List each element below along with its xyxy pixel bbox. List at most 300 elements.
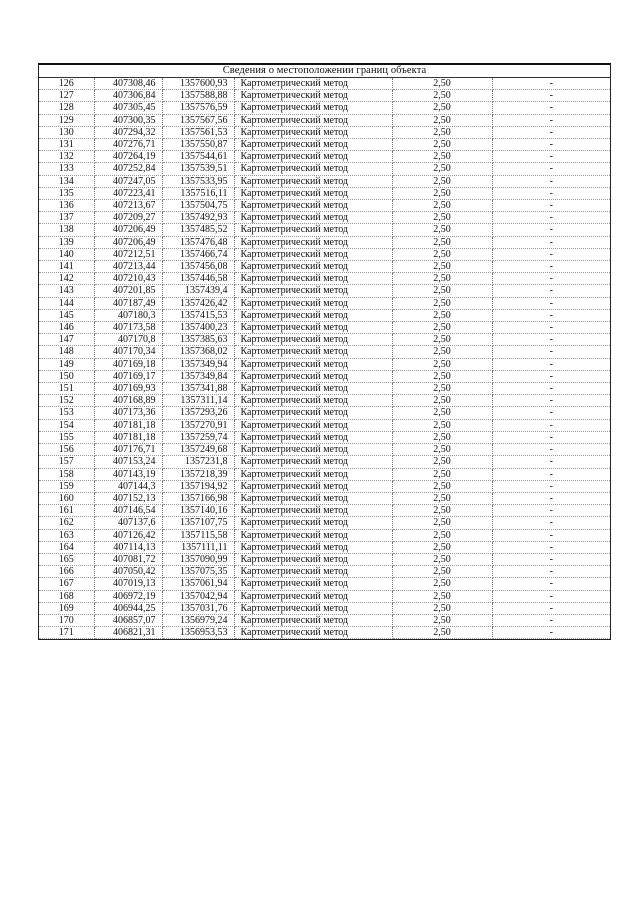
coord-y-cell: 1357476,48: [162, 236, 234, 248]
point-number-cell: 160: [39, 492, 94, 504]
coord-y-cell: 1357439,4: [162, 285, 234, 297]
coord-x-cell: 407081,72: [94, 553, 162, 565]
description-cell: -: [492, 480, 610, 492]
description-cell: -: [492, 175, 610, 187]
coord-y-cell: 1357107,75: [162, 517, 234, 529]
accuracy-cell: 2,50: [392, 468, 492, 480]
method-cell: Картометрический метод: [234, 444, 392, 456]
accuracy-cell: 2,50: [392, 285, 492, 297]
table-row: [39, 553, 610, 565]
coord-x-cell: 407300,35: [94, 114, 162, 126]
point-number-cell: 156: [39, 444, 94, 456]
coord-y-cell: 1357516,11: [162, 187, 234, 199]
accuracy-cell: 2,50: [392, 370, 492, 382]
description-cell: -: [492, 370, 610, 382]
coord-x-cell: 407169,18: [94, 358, 162, 370]
accuracy-cell: 2,50: [392, 200, 492, 212]
table-row: [39, 505, 610, 517]
description-cell: -: [492, 553, 610, 565]
point-number-cell: 132: [39, 151, 94, 163]
table-row: [39, 248, 610, 260]
accuracy-cell: 2,50: [392, 505, 492, 517]
method-cell: Картометрический метод: [234, 529, 392, 541]
method-cell: Картометрический метод: [234, 78, 392, 90]
coord-x-cell: 407181,18: [94, 419, 162, 431]
point-number-cell: 129: [39, 114, 94, 126]
coord-y-cell: 1357544,61: [162, 151, 234, 163]
accuracy-cell: 2,50: [392, 517, 492, 529]
point-number-cell: 166: [39, 566, 94, 578]
accuracy-cell: 2,50: [392, 297, 492, 309]
method-cell: Картометрический метод: [234, 602, 392, 614]
table-row: [39, 322, 610, 334]
accuracy-cell: 2,50: [392, 163, 492, 175]
coord-x-cell: 407173,58: [94, 322, 162, 334]
accuracy-cell: 2,50: [392, 114, 492, 126]
coord-y-cell: 1357090,99: [162, 553, 234, 565]
table-row: [39, 529, 610, 541]
accuracy-cell: 2,50: [392, 322, 492, 334]
accuracy-cell: 2,50: [392, 224, 492, 236]
method-cell: Картометрический метод: [234, 322, 392, 334]
description-cell: -: [492, 517, 610, 529]
point-number-cell: 170: [39, 614, 94, 626]
accuracy-cell: 2,50: [392, 383, 492, 395]
accuracy-cell: 2,50: [392, 566, 492, 578]
coord-y-cell: 1357270,91: [162, 419, 234, 431]
method-cell: Картометрический метод: [234, 431, 392, 443]
table-row: [39, 407, 610, 419]
coord-x-cell: 407305,45: [94, 102, 162, 114]
table-row: [39, 309, 610, 321]
description-cell: -: [492, 102, 610, 114]
table-row: [39, 602, 610, 614]
point-number-cell: 162: [39, 517, 94, 529]
table-row: [39, 492, 610, 504]
description-cell: -: [492, 224, 610, 236]
coord-y-cell: 1357385,63: [162, 334, 234, 346]
accuracy-cell: 2,50: [392, 590, 492, 602]
method-cell: Картометрический метод: [234, 334, 392, 346]
table-row: [39, 334, 610, 346]
table-row: [39, 151, 610, 163]
coord-y-cell: 1357368,02: [162, 346, 234, 358]
coord-x-cell: 407213,44: [94, 261, 162, 273]
coord-y-cell: 1357349,94: [162, 358, 234, 370]
point-number-cell: 136: [39, 200, 94, 212]
table-row: [39, 285, 610, 297]
coord-x-cell: 406821,31: [94, 627, 162, 639]
description-cell: -: [492, 407, 610, 419]
accuracy-cell: 2,50: [392, 602, 492, 614]
point-number-cell: 161: [39, 505, 94, 517]
description-cell: -: [492, 383, 610, 395]
coord-x-cell: 407252,84: [94, 163, 162, 175]
description-cell: -: [492, 212, 610, 224]
point-number-cell: 151: [39, 383, 94, 395]
table-row: [39, 627, 610, 639]
description-cell: -: [492, 431, 610, 443]
accuracy-cell: 2,50: [392, 90, 492, 102]
description-cell: -: [492, 529, 610, 541]
accuracy-cell: 2,50: [392, 102, 492, 114]
description-cell: -: [492, 578, 610, 590]
coord-y-cell: 1357588,88: [162, 90, 234, 102]
method-cell: Картометрический метод: [234, 224, 392, 236]
coord-y-cell: 1357115,58: [162, 529, 234, 541]
coord-y-cell: 1357061,94: [162, 578, 234, 590]
coord-y-cell: 1357492,93: [162, 212, 234, 224]
description-cell: -: [492, 126, 610, 138]
accuracy-cell: 2,50: [392, 444, 492, 456]
accuracy-cell: 2,50: [392, 139, 492, 151]
method-cell: Картометрический метод: [234, 236, 392, 248]
coord-y-cell: 1357031,76: [162, 602, 234, 614]
table-row: [39, 370, 610, 382]
table-row: [39, 78, 610, 90]
point-number-cell: 145: [39, 309, 94, 321]
coordinates-table: [39, 78, 610, 639]
point-number-cell: 138: [39, 224, 94, 236]
accuracy-cell: 2,50: [392, 431, 492, 443]
point-number-cell: 155: [39, 431, 94, 443]
table-row: [39, 175, 610, 187]
point-number-cell: 159: [39, 480, 94, 492]
method-cell: Картометрический метод: [234, 505, 392, 517]
point-number-cell: 130: [39, 126, 94, 138]
coord-y-cell: 1357349,84: [162, 370, 234, 382]
boundary-table-sheet: [38, 63, 611, 640]
coord-x-cell: 407019,13: [94, 578, 162, 590]
method-cell: Картометрический метод: [234, 383, 392, 395]
coord-x-cell: 407209,27: [94, 212, 162, 224]
table-row: [39, 200, 610, 212]
description-cell: -: [492, 566, 610, 578]
point-number-cell: 146: [39, 322, 94, 334]
method-cell: Картометрический метод: [234, 407, 392, 419]
description-cell: -: [492, 78, 610, 90]
table-row: [39, 444, 610, 456]
accuracy-cell: 2,50: [392, 541, 492, 553]
point-number-cell: 142: [39, 273, 94, 285]
table-row: [39, 358, 610, 370]
point-number-cell: 154: [39, 419, 94, 431]
coord-y-cell: 1357600,93: [162, 78, 234, 90]
point-number-cell: 127: [39, 90, 94, 102]
accuracy-cell: 2,50: [392, 456, 492, 468]
description-cell: -: [492, 236, 610, 248]
table-row: [39, 224, 610, 236]
description-cell: -: [492, 346, 610, 358]
point-number-cell: 126: [39, 78, 94, 90]
description-cell: -: [492, 395, 610, 407]
point-number-cell: 134: [39, 175, 94, 187]
method-cell: Картометрический метод: [234, 151, 392, 163]
method-cell: Картометрический метод: [234, 419, 392, 431]
method-cell: Картометрический метод: [234, 517, 392, 529]
point-number-cell: 143: [39, 285, 94, 297]
point-number-cell: 169: [39, 602, 94, 614]
method-cell: Картометрический метод: [234, 212, 392, 224]
coord-x-cell: 407223,41: [94, 187, 162, 199]
point-number-cell: 153: [39, 407, 94, 419]
point-number-cell: 135: [39, 187, 94, 199]
coord-x-cell: 407206,49: [94, 236, 162, 248]
method-cell: Картометрический метод: [234, 541, 392, 553]
method-cell: Картометрический метод: [234, 468, 392, 480]
point-number-cell: 158: [39, 468, 94, 480]
coord-y-cell: 1357504,75: [162, 200, 234, 212]
coord-x-cell: 407126,42: [94, 529, 162, 541]
method-cell: Картометрический метод: [234, 370, 392, 382]
description-cell: -: [492, 468, 610, 480]
accuracy-cell: 2,50: [392, 248, 492, 260]
description-cell: -: [492, 297, 610, 309]
point-number-cell: 147: [39, 334, 94, 346]
accuracy-cell: 2,50: [392, 627, 492, 639]
description-cell: -: [492, 602, 610, 614]
point-number-cell: 165: [39, 553, 94, 565]
method-cell: Картометрический метод: [234, 248, 392, 260]
accuracy-cell: 2,50: [392, 212, 492, 224]
point-number-cell: 163: [39, 529, 94, 541]
description-cell: -: [492, 492, 610, 504]
table-row: [39, 590, 610, 602]
coord-y-cell: 1357140,16: [162, 505, 234, 517]
table-row: [39, 90, 610, 102]
coord-x-cell: 407206,49: [94, 224, 162, 236]
point-number-cell: 152: [39, 395, 94, 407]
table-row: [39, 236, 610, 248]
method-cell: Картометрический метод: [234, 395, 392, 407]
coord-x-cell: 407050,42: [94, 566, 162, 578]
point-number-cell: 168: [39, 590, 94, 602]
table-row: [39, 468, 610, 480]
point-number-cell: 128: [39, 102, 94, 114]
coord-x-cell: 407306,84: [94, 90, 162, 102]
coord-x-cell: 407276,71: [94, 139, 162, 151]
coord-y-cell: 1356979,24: [162, 614, 234, 626]
method-cell: Картометрический метод: [234, 578, 392, 590]
accuracy-cell: 2,50: [392, 395, 492, 407]
description-cell: -: [492, 614, 610, 626]
table-row: [39, 419, 610, 431]
coord-y-cell: 1357466,74: [162, 248, 234, 260]
coord-x-cell: 407169,17: [94, 370, 162, 382]
table-row: [39, 456, 610, 468]
table-row: [39, 395, 610, 407]
coord-x-cell: 407187,49: [94, 297, 162, 309]
coord-x-cell: 407201,85: [94, 285, 162, 297]
accuracy-cell: 2,50: [392, 480, 492, 492]
description-cell: -: [492, 187, 610, 199]
accuracy-cell: 2,50: [392, 614, 492, 626]
description-cell: -: [492, 590, 610, 602]
description-cell: -: [492, 322, 610, 334]
coord-x-cell: 407143,19: [94, 468, 162, 480]
table-body: [39, 78, 610, 639]
description-cell: -: [492, 419, 610, 431]
coord-x-cell: 407180,3: [94, 309, 162, 321]
method-cell: Картометрический метод: [234, 114, 392, 126]
description-cell: -: [492, 541, 610, 553]
coord-x-cell: 407212,51: [94, 248, 162, 260]
coord-y-cell: 1357166,98: [162, 492, 234, 504]
method-cell: Картометрический метод: [234, 273, 392, 285]
table-row: [39, 541, 610, 553]
coord-x-cell: 407213,67: [94, 200, 162, 212]
table-row: [39, 212, 610, 224]
method-cell: Картометрический метод: [234, 590, 392, 602]
accuracy-cell: 2,50: [392, 273, 492, 285]
accuracy-cell: 2,50: [392, 419, 492, 431]
coord-y-cell: 1357293,26: [162, 407, 234, 419]
coord-x-cell: 407152,13: [94, 492, 162, 504]
method-cell: Картометрический метод: [234, 102, 392, 114]
method-cell: Картометрический метод: [234, 346, 392, 358]
coord-y-cell: 1357561,53: [162, 126, 234, 138]
coord-x-cell: 407170,34: [94, 346, 162, 358]
coord-y-cell: 1357456,08: [162, 261, 234, 273]
description-cell: -: [492, 444, 610, 456]
coord-y-cell: 1357485,52: [162, 224, 234, 236]
coord-x-cell: 407153,24: [94, 456, 162, 468]
method-cell: Картометрический метод: [234, 492, 392, 504]
coord-y-cell: 1357311,14: [162, 395, 234, 407]
point-number-cell: 139: [39, 236, 94, 248]
method-cell: Картометрический метод: [234, 553, 392, 565]
method-cell: Картометрический метод: [234, 90, 392, 102]
coord-x-cell: 407169,93: [94, 383, 162, 395]
method-cell: Картометрический метод: [234, 261, 392, 273]
coord-x-cell: 407181,18: [94, 431, 162, 443]
accuracy-cell: 2,50: [392, 151, 492, 163]
coord-x-cell: 406972,19: [94, 590, 162, 602]
point-number-cell: 164: [39, 541, 94, 553]
coord-x-cell: 406857,07: [94, 614, 162, 626]
table-row: [39, 614, 610, 626]
coord-y-cell: 1357533,95: [162, 175, 234, 187]
description-cell: -: [492, 456, 610, 468]
point-number-cell: 144: [39, 297, 94, 309]
coord-y-cell: 1357249,68: [162, 444, 234, 456]
table-row: [39, 114, 610, 126]
point-number-cell: 141: [39, 261, 94, 273]
coord-y-cell: 1357075,35: [162, 566, 234, 578]
coord-x-cell: 407144,3: [94, 480, 162, 492]
coord-y-cell: 1357231,8: [162, 456, 234, 468]
table-row: [39, 139, 610, 151]
method-cell: Картометрический метод: [234, 456, 392, 468]
coord-x-cell: 407247,05: [94, 175, 162, 187]
description-cell: -: [492, 309, 610, 321]
point-number-cell: 171: [39, 627, 94, 639]
method-cell: Картометрический метод: [234, 126, 392, 138]
point-number-cell: 167: [39, 578, 94, 590]
point-number-cell: 131: [39, 139, 94, 151]
point-number-cell: 148: [39, 346, 94, 358]
method-cell: Картометрический метод: [234, 200, 392, 212]
method-cell: Картометрический метод: [234, 285, 392, 297]
description-cell: -: [492, 261, 610, 273]
coord-y-cell: 1357194,92: [162, 480, 234, 492]
method-cell: Картометрический метод: [234, 139, 392, 151]
table-row: [39, 383, 610, 395]
accuracy-cell: 2,50: [392, 407, 492, 419]
point-number-cell: 157: [39, 456, 94, 468]
accuracy-cell: 2,50: [392, 236, 492, 248]
coord-y-cell: 1357446,58: [162, 273, 234, 285]
table-row: [39, 102, 610, 114]
description-cell: -: [492, 200, 610, 212]
table-row: [39, 163, 610, 175]
coord-y-cell: 1357576,59: [162, 102, 234, 114]
description-cell: -: [492, 273, 610, 285]
point-number-cell: 133: [39, 163, 94, 175]
coord-x-cell: 407114,13: [94, 541, 162, 553]
accuracy-cell: 2,50: [392, 78, 492, 90]
method-cell: Картометрический метод: [234, 309, 392, 321]
coord-x-cell: 407137,6: [94, 517, 162, 529]
coord-y-cell: 1357539,51: [162, 163, 234, 175]
accuracy-cell: 2,50: [392, 261, 492, 273]
method-cell: Картометрический метод: [234, 187, 392, 199]
table-row: [39, 517, 610, 529]
method-cell: Картометрический метод: [234, 480, 392, 492]
description-cell: -: [492, 114, 610, 126]
accuracy-cell: 2,50: [392, 175, 492, 187]
description-cell: -: [492, 627, 610, 639]
table-title: Сведения о местоположении границ объекта: [39, 65, 610, 78]
coord-x-cell: 407176,71: [94, 444, 162, 456]
method-cell: Картометрический метод: [234, 175, 392, 187]
table-row: [39, 346, 610, 358]
point-number-cell: 150: [39, 370, 94, 382]
table-row: [39, 431, 610, 443]
description-cell: -: [492, 151, 610, 163]
method-cell: Картометрический метод: [234, 297, 392, 309]
point-number-cell: 137: [39, 212, 94, 224]
coord-y-cell: 1357567,56: [162, 114, 234, 126]
table-row: [39, 187, 610, 199]
coord-y-cell: 1357111,11: [162, 541, 234, 553]
description-cell: -: [492, 358, 610, 370]
description-cell: -: [492, 505, 610, 517]
method-cell: Картометрический метод: [234, 614, 392, 626]
method-cell: Картометрический метод: [234, 358, 392, 370]
accuracy-cell: 2,50: [392, 358, 492, 370]
coord-x-cell: 406944,25: [94, 602, 162, 614]
accuracy-cell: 2,50: [392, 334, 492, 346]
description-cell: -: [492, 163, 610, 175]
coord-x-cell: 407146,54: [94, 505, 162, 517]
coord-x-cell: 407308,46: [94, 78, 162, 90]
table-row: [39, 273, 610, 285]
table-row: [39, 566, 610, 578]
description-cell: -: [492, 285, 610, 297]
coord-y-cell: 1357400,23: [162, 322, 234, 334]
coord-y-cell: 1357550,87: [162, 139, 234, 151]
description-cell: -: [492, 90, 610, 102]
coord-x-cell: 407168,89: [94, 395, 162, 407]
table-row: [39, 297, 610, 309]
coord-y-cell: 1357218,39: [162, 468, 234, 480]
accuracy-cell: 2,50: [392, 578, 492, 590]
method-cell: Картометрический метод: [234, 627, 392, 639]
table-row: [39, 578, 610, 590]
description-cell: -: [492, 248, 610, 260]
accuracy-cell: 2,50: [392, 187, 492, 199]
